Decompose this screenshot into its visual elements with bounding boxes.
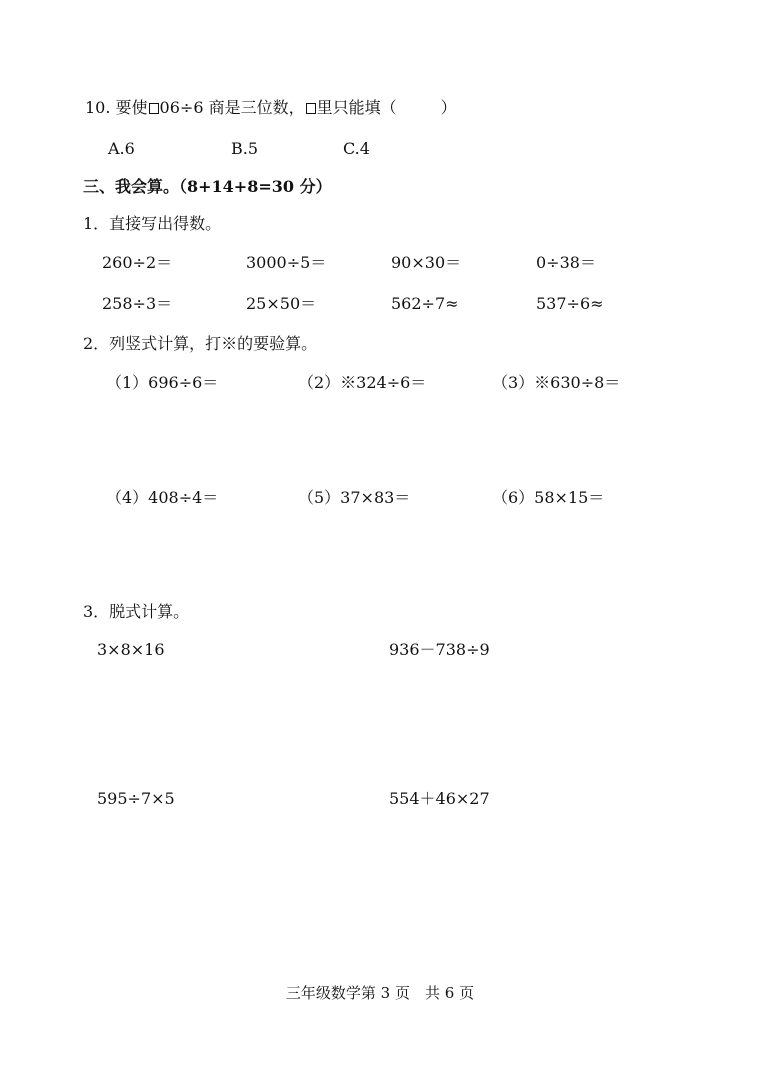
q10-close: ） [440, 98, 457, 117]
option-a: A.6 [108, 139, 135, 158]
q10-prefix: 10. 要使 [85, 98, 148, 117]
part-1-title: 1．直接写出得数。 [83, 214, 222, 233]
problem-2-5: （5）37×83＝ [298, 488, 411, 507]
blank-box-icon [306, 103, 316, 114]
problem-2-2: （2）※324÷6＝ [298, 373, 427, 392]
blank-box-icon [149, 103, 159, 114]
problem-1-7: 562÷7≈ [391, 294, 459, 313]
problem-1-3: 90×30＝ [391, 253, 462, 272]
q10-middle: 06÷6 商是三位数， [159, 98, 305, 117]
problem-2-3: （3）※630÷8＝ [492, 373, 621, 392]
problem-3-3: 595÷7×5 [97, 789, 175, 808]
problem-2-6: （6）58×15＝ [492, 488, 605, 507]
problem-1-8: 537÷6≈ [536, 294, 604, 313]
problem-1-4: 0÷38＝ [536, 253, 596, 272]
problem-1-6: 25×50＝ [246, 294, 317, 313]
problem-3-2: 936－738÷9 [389, 640, 490, 659]
part-3-title: 3．脱式计算。 [83, 602, 190, 621]
problem-3-1: 3×8×16 [97, 640, 165, 659]
question-10 [85, 98, 457, 118]
option-c: C.4 [343, 139, 370, 158]
problem-1-2: 3000÷5＝ [246, 253, 327, 272]
page-footer: 三年级数学第 3 页 共 6 页 [285, 984, 475, 1002]
problem-2-1: （1）696÷6＝ [106, 373, 219, 392]
problem-1-1: 260÷2＝ [102, 253, 173, 272]
problem-2-4: （4）408÷4＝ [106, 488, 219, 507]
problem-3-4: 554＋46×27 [389, 789, 490, 808]
problem-1-5: 258÷3＝ [102, 294, 173, 313]
section-3-title: 三、我会算。（8+14+8=30 分） [83, 177, 332, 196]
q10-suffix: 里只能填（ [316, 98, 397, 117]
option-b: B.5 [231, 139, 259, 158]
part-2-title: 2．列竖式计算，打※的要验算。 [83, 334, 318, 353]
